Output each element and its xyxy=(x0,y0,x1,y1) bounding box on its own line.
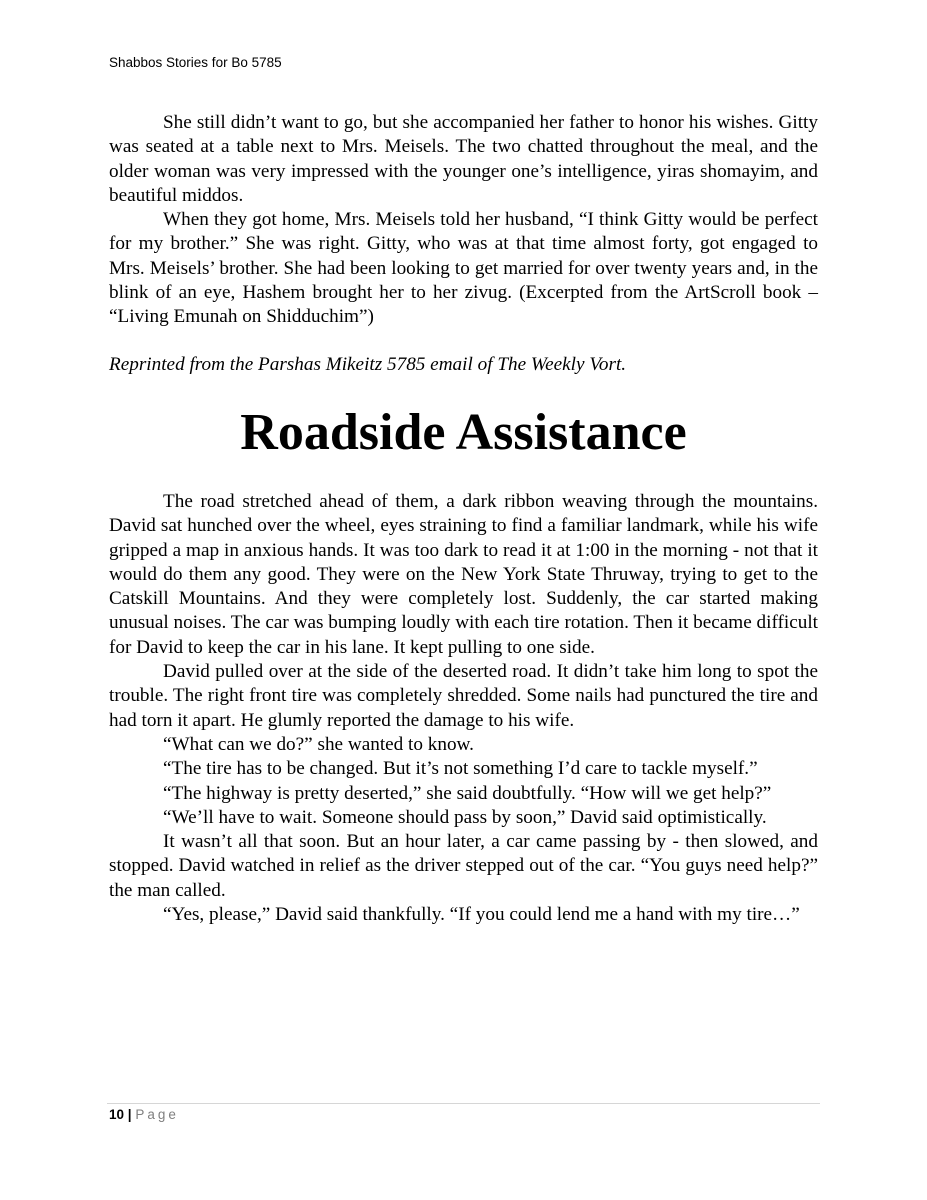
paragraph: “What can we do?” she wanted to know. xyxy=(163,733,474,755)
page-footer xyxy=(109,1106,179,1124)
paragraph: “The tire has to be changed. But it’s not something I’d care to tackle myself.” xyxy=(163,758,758,780)
reprint-note: Reprinted from the Parshas Mikeitz 5785 email of The Weekly Vort. xyxy=(109,354,627,375)
paragraph: “The highway is pretty deserted,” she said doubtfully. “How will we get help?” xyxy=(163,782,772,804)
paragraph: “We’ll have to wait. Someone should pass by soon,” David said optimistically. xyxy=(163,806,767,828)
paragraph: The road stretched ahead of them, a dark ribbon weaving through the mountains. David sat hunched over the wheel, eyes straining to find a familiar landmark, while his wife gripped a map in anxious hands. It was too dark to read it at 1:00 in the morning - not that it would do them any good. They were on the New York State Thruway, trying to get to the Catskill Mountains. And they were completely lost. Suddenly, the car started making unusual noises. The car was bumping loudly with each tire rotation. Then it became difficult for David to keep the car in his lane. It kept pulling to one side. xyxy=(109,491,818,658)
paragraph: When they got home, Mrs. Meisels told her husband, “I think Gitty would be perfect for my brother.” She was right. Gitty, who was at that time almost forty, got engaged to Mrs. Meisels’ brother. She had been looking to get married for over twenty years and, in the blink of an eye, Hashem brought her to her zivug. (Excerpted from the ArtScroll book – “Living Emunah on Shidduchim”) xyxy=(109,209,818,328)
paragraph: David pulled over at the side of the deserted road. It didn’t take him long to spot the trouble. The right front tire was completely shredded. Some nails had punctured the tire and had torn it apart. He glumly reported the damage to his wife. xyxy=(109,661,818,731)
story-text xyxy=(109,490,818,927)
paragraph: “Yes, please,” David said thankfully. “If you could lend me a hand with my tire…” xyxy=(163,904,800,926)
page-label: Page xyxy=(135,1107,179,1122)
page-number: 10 xyxy=(109,1107,125,1122)
footer-divider xyxy=(107,1103,820,1104)
story-title: Roadside Assistance xyxy=(240,404,687,461)
paragraph: It wasn’t all that soon. But an hour later, a car came passing by - then slowed, and stopped. David watched in relief as the driver stepped out of the car. “You guys need help?” the man called. xyxy=(109,831,818,901)
paragraph: She still didn’t want to go, but she accompanied her father to honor his wishes. Gitty was seated at a table next to Mrs. Meisels. The two chatted throughout the meal, and the older woman was very impressed with the younger one’s intelligence, yiras shomayim, and beautiful middos. xyxy=(109,112,818,206)
previous-story-text xyxy=(109,111,818,330)
running-header: Shabbos Stories for Bo 5785 xyxy=(109,55,282,70)
footer-separator: | xyxy=(127,1107,132,1122)
